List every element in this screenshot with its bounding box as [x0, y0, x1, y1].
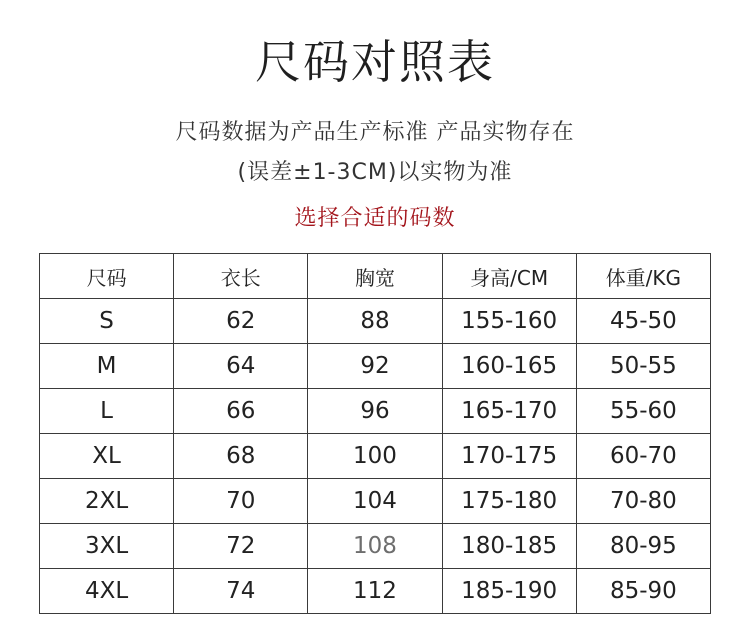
weight-cell: 45-50 [576, 299, 710, 344]
weight-cell: 50-55 [576, 344, 710, 389]
size-cell: M [40, 344, 174, 389]
chest-cell: 96 [308, 389, 442, 434]
weight-cell: 85-90 [576, 569, 710, 614]
header-chest: 胸宽 [308, 254, 442, 299]
length-cell: 62 [174, 299, 308, 344]
table-row [40, 479, 711, 524]
size-cell: L [40, 389, 174, 434]
length-cell: 66 [174, 389, 308, 434]
length-cell: 72 [174, 524, 308, 569]
length-cell: 70 [174, 479, 308, 524]
chest-cell: 92 [308, 344, 442, 389]
size-cell: XL [40, 434, 174, 479]
height-cell: 175-180 [442, 479, 576, 524]
chest-cell: 88 [308, 299, 442, 344]
header-size: 尺码 [40, 254, 174, 299]
height-cell: 185-190 [442, 569, 576, 614]
page-title: 尺码对照表 [255, 35, 495, 89]
length-cell: 68 [174, 434, 308, 479]
weight-cell: 60-70 [576, 434, 710, 479]
chest-cell: 100 [308, 434, 442, 479]
size-cell: 2XL [40, 479, 174, 524]
height-cell: 180-185 [442, 524, 576, 569]
table-row [40, 434, 711, 479]
table-row [40, 299, 711, 344]
weight-cell: 55-60 [576, 389, 710, 434]
height-cell: 155-160 [442, 299, 576, 344]
weight-cell: 80-95 [576, 524, 710, 569]
header-height: 身高/CM [442, 254, 576, 299]
chest-cell: 108 [308, 524, 442, 569]
height-cell: 165-170 [442, 389, 576, 434]
disclaimer-line-2: (误差±1-3CM)以实物为准 [237, 160, 513, 185]
table-row [40, 344, 711, 389]
size-cell: 4XL [40, 569, 174, 614]
height-cell: 160-165 [442, 344, 576, 389]
size-cell: S [40, 299, 174, 344]
header-weight: 体重/KG [576, 254, 710, 299]
choose-size-hint: 选择合适的码数 [294, 206, 456, 231]
disclaimer-line-1: 尺码数据为产品生产标准 产品实物存在 [175, 120, 575, 145]
chest-cell: 112 [308, 569, 442, 614]
length-cell: 74 [174, 569, 308, 614]
table-row [40, 524, 711, 569]
table-header-row [40, 254, 711, 299]
length-cell: 64 [174, 344, 308, 389]
size-chart-table [39, 253, 711, 614]
table-row [40, 389, 711, 434]
table-row [40, 569, 711, 614]
weight-cell: 70-80 [576, 479, 710, 524]
header-length: 衣长 [174, 254, 308, 299]
size-cell: 3XL [40, 524, 174, 569]
height-cell: 170-175 [442, 434, 576, 479]
chest-cell: 104 [308, 479, 442, 524]
